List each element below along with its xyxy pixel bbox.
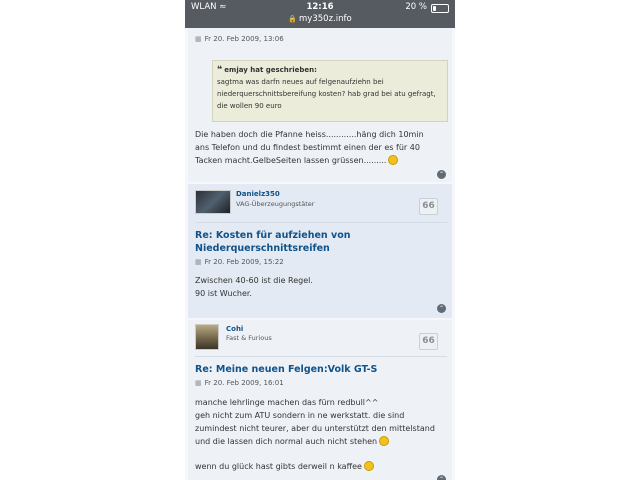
battery-icon (431, 4, 449, 13)
quote-icon: ❝ (217, 65, 223, 75)
avatar[interactable] (195, 190, 231, 214)
quote-text: sagtma was darfn neues auf felgenaufziehn bei niederquerschnittsbereifung kosten? hab grad bei atu gefragt, die wollen 90 euro (217, 78, 436, 110)
quote-block (212, 60, 448, 122)
carrier-label: WLAN ≈ (191, 2, 227, 12)
post-author[interactable]: Cohi (226, 325, 244, 333)
post-date: ▦ Fr 20. Feb 2009, 13:06 (195, 35, 284, 43)
lock-icon: 🔒 (288, 15, 298, 23)
tongue-emoji-icon (388, 155, 398, 165)
post-date: ▦ Fr 20. Feb 2009, 15:22 (195, 258, 284, 266)
smile-emoji-icon (364, 461, 374, 471)
post-title[interactable]: Re: Meine neuen Felgen:Volk GT-S (195, 364, 378, 375)
divider (195, 356, 447, 357)
post (188, 320, 452, 480)
post-author[interactable]: Danielz350 (236, 190, 280, 198)
quote-button[interactable]: 66 (419, 198, 438, 215)
user-rank: Fast & Furious (226, 334, 272, 342)
wifi-icon: ≈ (219, 2, 227, 12)
back-to-top-button[interactable]: ⌃ (438, 171, 445, 178)
back-to-top-button[interactable]: ⌃ (438, 305, 445, 312)
battery-percent: 20 % (405, 2, 427, 12)
file-icon: ▦ (195, 258, 202, 266)
post-body: Zwischen 40-60 ist die Regel. 90 ist Wucher. (195, 276, 313, 298)
post-body-continued: wenn du glück hast gibts derweil n kaffee (195, 460, 435, 473)
quote-author: ❝ emjay hat geschrieben: (217, 65, 317, 75)
smile-emoji-icon (379, 436, 389, 446)
url-text: my350z.info (299, 14, 352, 24)
quote-button[interactable]: 66 (419, 333, 438, 350)
status-bar (185, 0, 455, 28)
divider (195, 222, 447, 223)
user-rank: VAG-Überzeugungstäter (236, 200, 315, 208)
address-bar[interactable] (185, 14, 455, 24)
phone-screen (185, 0, 455, 480)
post-body: manche lehrlinge machen das fürn redbull^^ geh nicht zum ATU sondern in ne werkstatt. die sind zumindest nicht teurer, aber du unterstützt den mittelstand und die lassen dich normal auch nicht stehen (195, 398, 435, 446)
clock: 12:16 (306, 2, 334, 12)
file-icon: ▦ (195, 379, 202, 387)
post-title[interactable]: Re: Kosten für aufziehen von Niederquerschnittsreifen (195, 230, 351, 254)
post (188, 28, 452, 182)
post (188, 184, 452, 318)
post-date: ▦ Fr 20. Feb 2009, 16:01 (195, 379, 284, 387)
back-to-top-button[interactable]: ⌃ (437, 475, 446, 480)
file-icon: ▦ (195, 35, 202, 43)
post-body: Die haben doch die Pfanne heiss............häng dich 10min ans Telefon und du findest bestimmt einen der es für 40 Tacken macht.GelbeSeiten lassen grüssen......... (195, 130, 424, 165)
avatar[interactable] (195, 324, 219, 350)
